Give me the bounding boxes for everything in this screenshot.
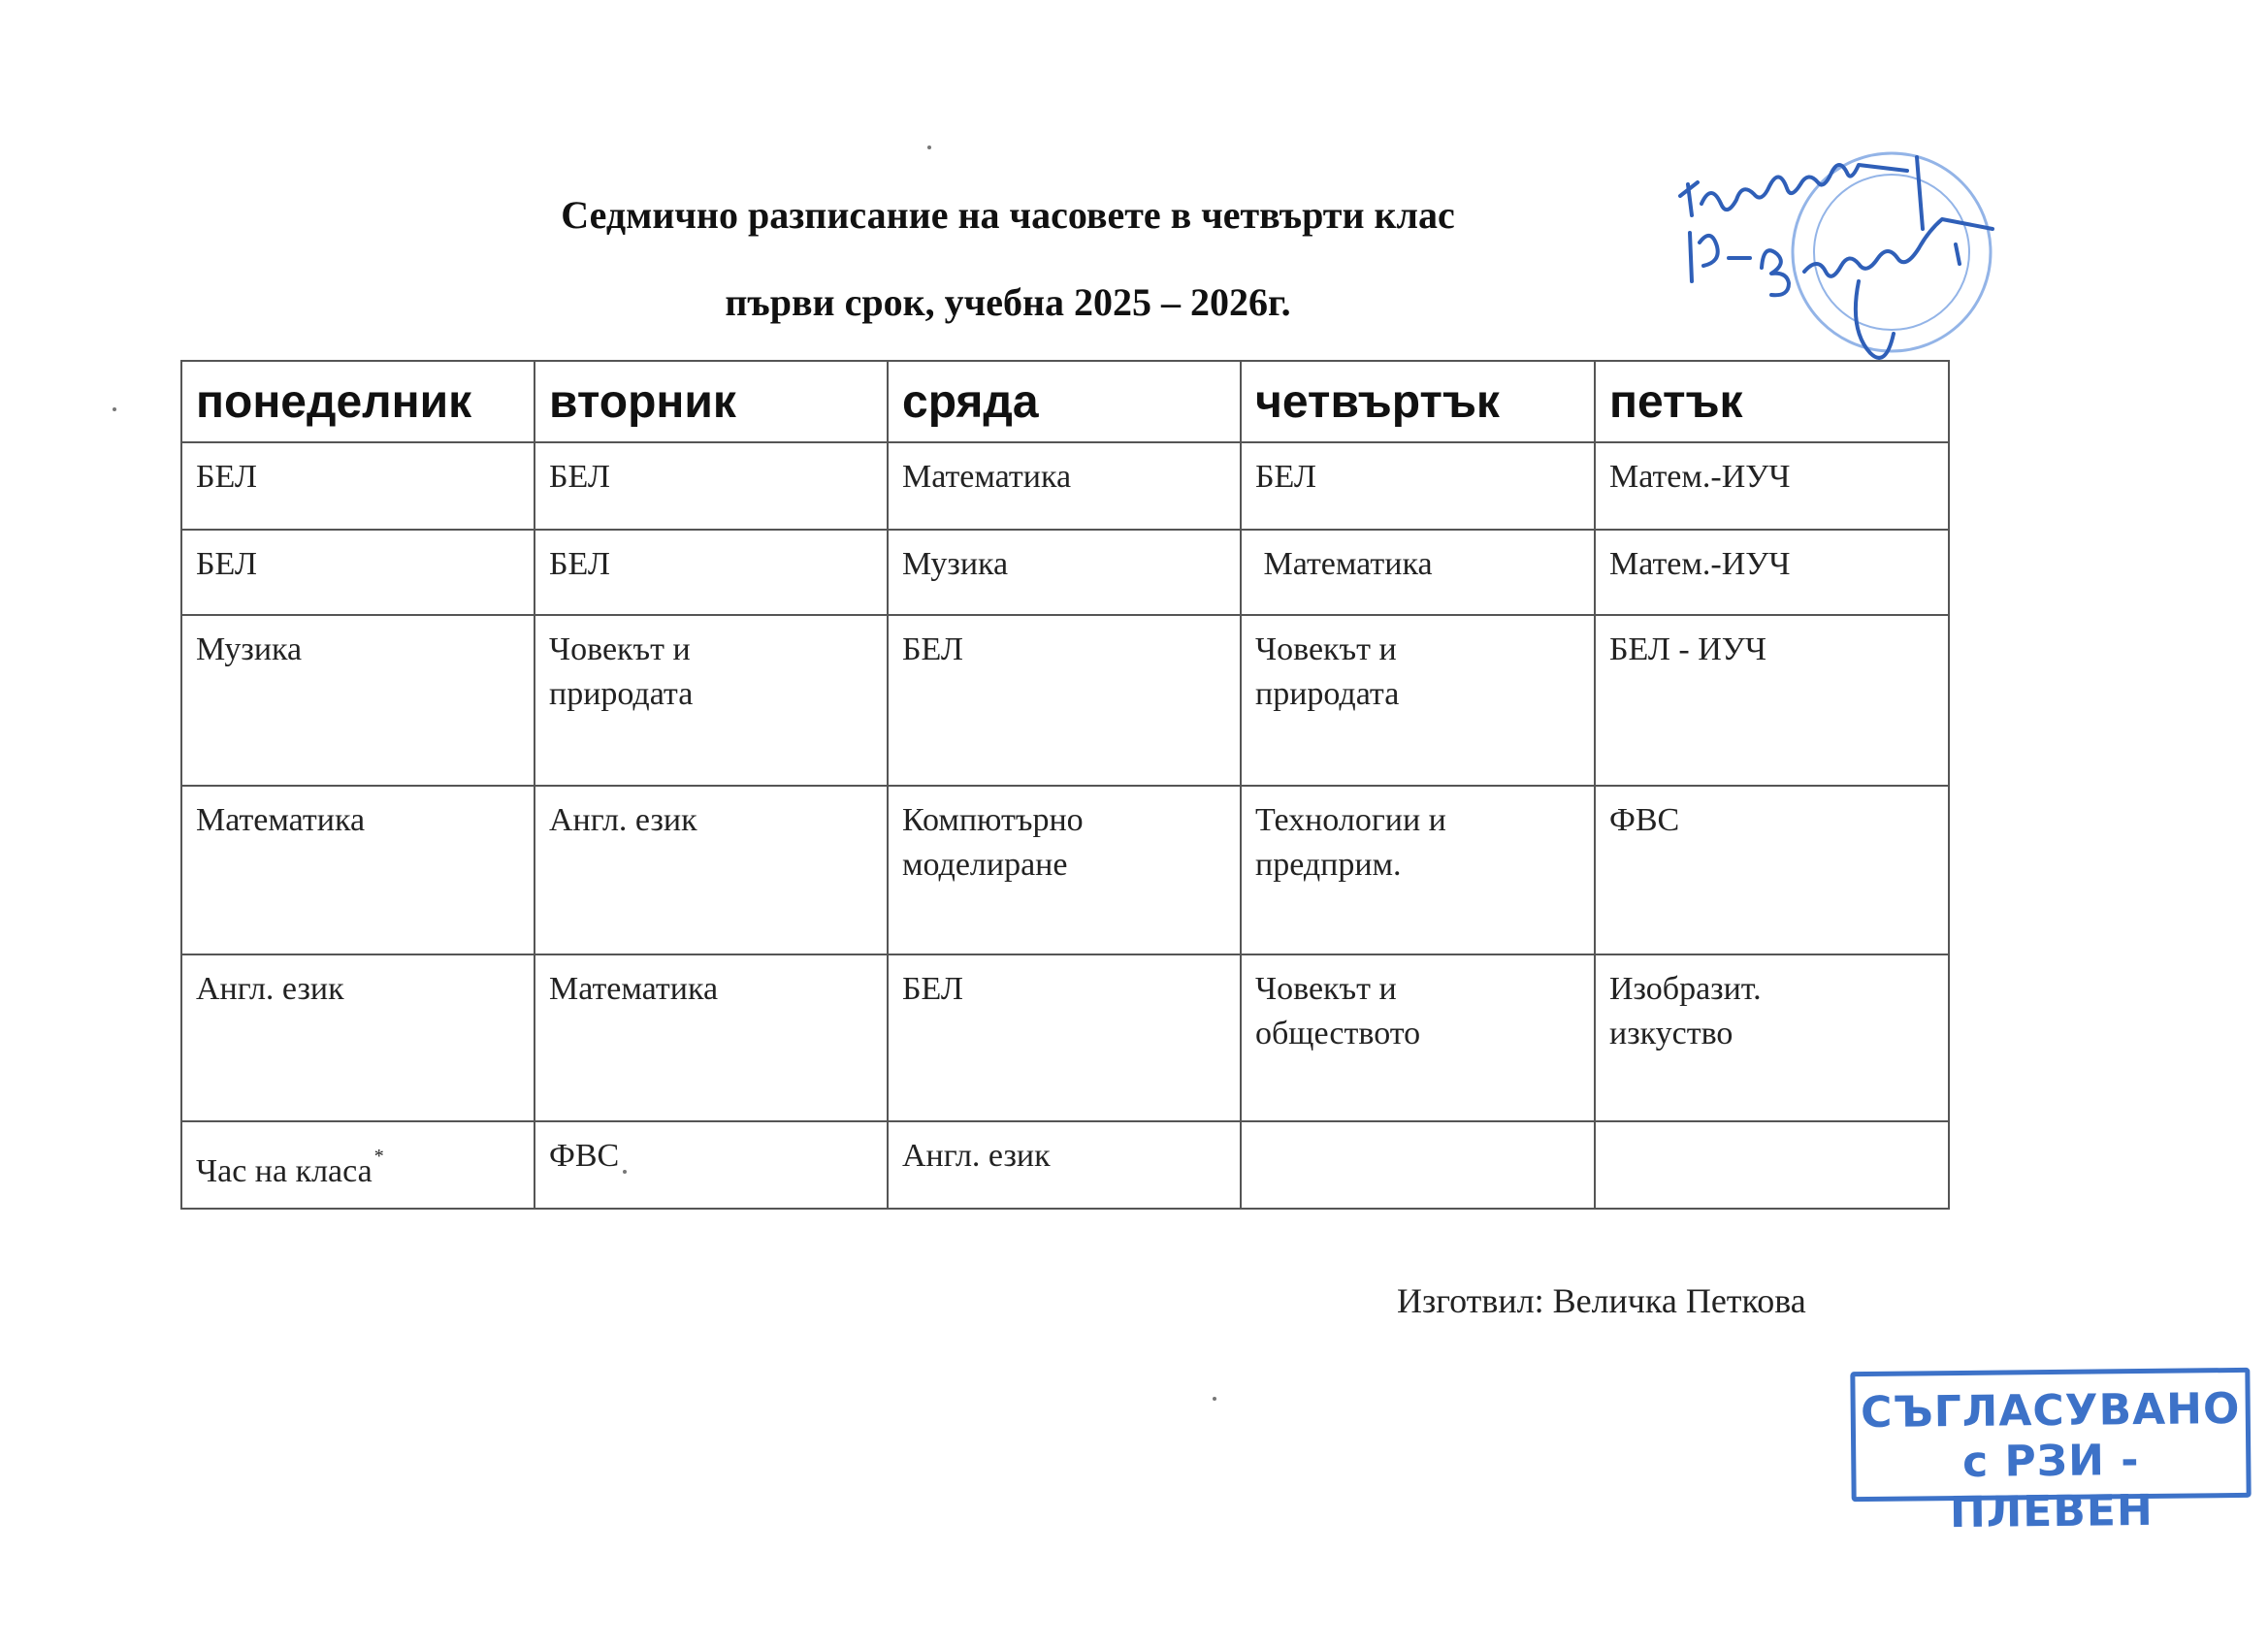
scan-speck <box>1213 1397 1216 1401</box>
table-cell: БЕЛ <box>1241 442 1595 530</box>
table-cell: ФВС <box>1595 786 1949 954</box>
table-cell: БЕЛ - ИУЧ <box>1595 615 1949 786</box>
table-cell <box>1241 1121 1595 1209</box>
day-header-monday: понеделник <box>181 361 535 442</box>
table-cell: Англ. език <box>181 954 535 1121</box>
table-row <box>181 530 1949 615</box>
table-cell <box>1595 1121 1949 1209</box>
stamp-line-1: СЪГЛАСУВАНО <box>1860 1383 2241 1439</box>
table-cell: БЕЛ <box>888 954 1241 1121</box>
scan-speck <box>927 146 931 149</box>
table-cell: Технологии и предприм. <box>1241 786 1595 954</box>
prepared-by: Изготвил: Величка Петкова <box>1397 1281 1806 1320</box>
table-cell: БЕЛ <box>181 530 535 615</box>
scan-speck <box>623 1170 627 1174</box>
table-cell: Англ. език <box>535 786 888 954</box>
table-cell: Човекът и природата <box>535 615 888 786</box>
table-cell: Математика <box>181 786 535 954</box>
table-cell: Компютърно моделиране <box>888 786 1241 954</box>
table-cell: ФВС <box>535 1121 888 1209</box>
table-row <box>181 1121 1949 1209</box>
table-cell: БЕЛ <box>888 615 1241 786</box>
table-row <box>181 442 1949 530</box>
day-header-wednesday: сряда <box>888 361 1241 442</box>
scan-speck <box>113 407 116 411</box>
table-row <box>181 615 1949 786</box>
table-cell: Математика <box>535 954 888 1121</box>
page-subtitle: първи срок, учебна 2025 – 2026г. <box>725 280 1291 324</box>
table-cell: Човекът и природата <box>1241 615 1595 786</box>
footnote-mark: * <box>373 1146 384 1167</box>
approval-signature-seal <box>1669 136 1998 369</box>
page-title: Седмично разписание на часовете в четвърти клас <box>561 193 1455 237</box>
day-header-thursday: четвъртък <box>1241 361 1595 442</box>
table-cell: Музика <box>181 615 535 786</box>
table-cell: Човекът и обществото <box>1241 954 1595 1121</box>
table-cell: БЕЛ <box>535 442 888 530</box>
handwritten-signature <box>1680 157 1993 358</box>
table-cell: Математика <box>888 442 1241 530</box>
table-cell: БЕЛ <box>181 442 535 530</box>
table-cell: Матем.-ИУЧ <box>1595 442 1949 530</box>
table-header-row <box>181 361 1949 442</box>
table-cell: Англ. език <box>888 1121 1241 1209</box>
day-header-friday: петък <box>1595 361 1949 442</box>
table-cell: Математика <box>1241 530 1595 615</box>
table-cell: Час на класа * <box>181 1121 535 1209</box>
day-header-tuesday: вторник <box>535 361 888 442</box>
table-cell: БЕЛ <box>535 530 888 615</box>
agreed-stamp <box>1850 1368 2251 1538</box>
stamp-line-2: с РЗИ - ПЛЕВЕН <box>1949 1436 2155 1538</box>
table-row <box>181 786 1949 954</box>
table-row <box>181 954 1949 1121</box>
table-cell: Матем.-ИУЧ <box>1595 530 1949 615</box>
table-cell: Музика <box>888 530 1241 615</box>
table-cell: Изобразит. изкуство <box>1595 954 1949 1121</box>
weekly-schedule-table <box>180 360 1950 1210</box>
